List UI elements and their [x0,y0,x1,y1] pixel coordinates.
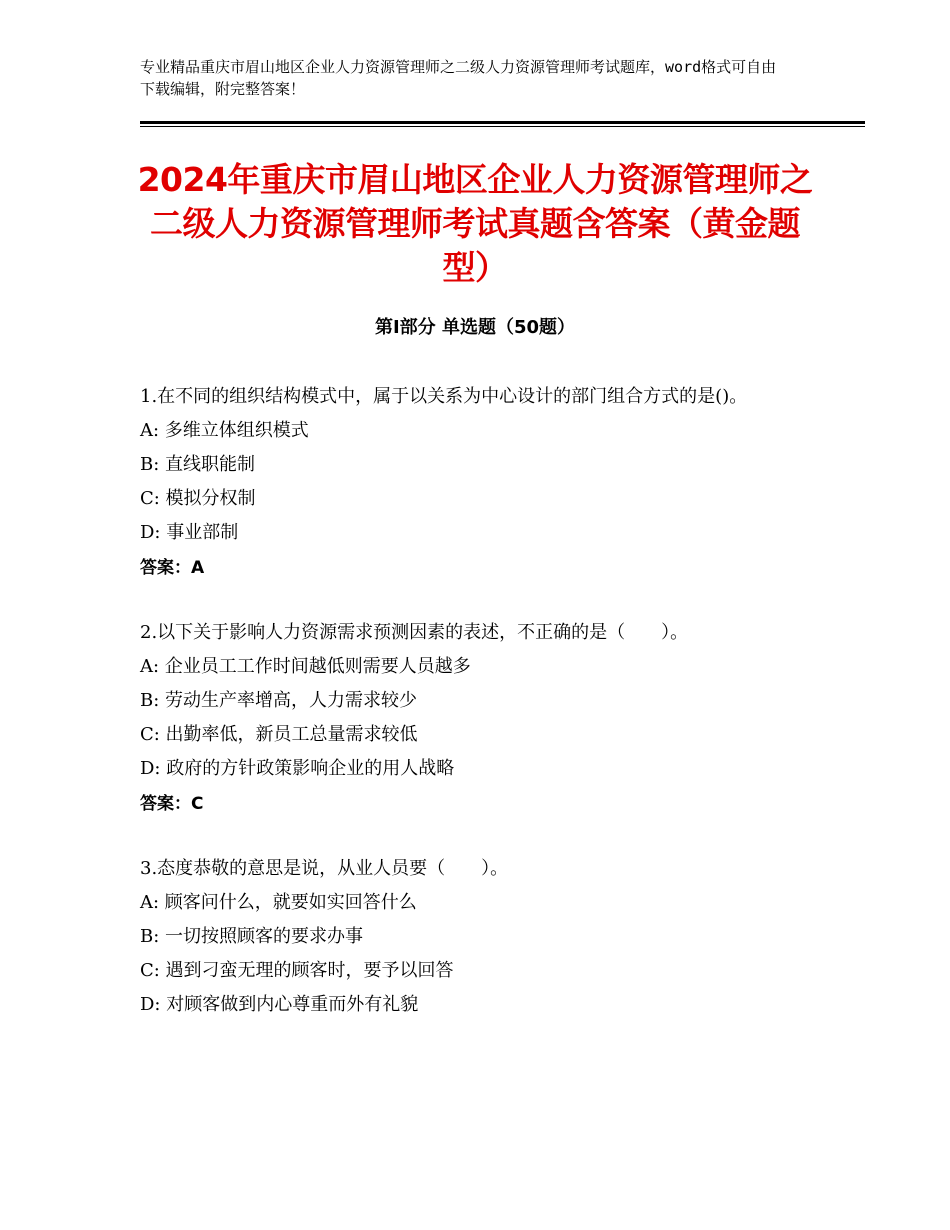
question-3 [140,852,820,1022]
option-a: A: 顾客问什么，就要如实回答什么 [140,892,417,913]
question-list [140,380,820,1052]
option-d: D: 对顾客做到内心尊重而外有礼貌 [140,994,419,1015]
document-title: 2024年重庆市眉山地区企业人力资源管理师之二级人力资源管理师考试真题含答案（黄金题型） [137,160,813,287]
option-a: A: 多维立体组织模式 [140,420,309,441]
option-b: B: 直线职能制 [140,454,256,475]
option-b: B: 一切按照顾客的要求办事 [140,926,364,947]
option-c: C: 遇到刁蛮无理的顾客时，要予以回答 [140,960,454,981]
question-1 [140,380,820,586]
option-c: C: 模拟分权制 [140,488,256,509]
header-note: 专业精品重庆市眉山地区企业人力资源管理师之二级人力资源管理师考试题库，word格式可自由下载编辑，附完整答案！ [140,58,777,98]
section-heading: 第Ⅰ部分 单选题（50题） [374,317,575,338]
question-stem: 3.态度恭敬的意思是说，从业人员要（ ）。 [140,858,509,879]
option-c: C: 出勤率低，新员工总量需求较低 [140,724,418,745]
option-d: D: 事业部制 [140,522,239,543]
answer-label: 答案：C [140,794,204,814]
option-d: D: 政府的方针政策影响企业的用人战略 [140,758,455,779]
option-b: B: 劳动生产率增高，人力需求较少 [140,690,418,711]
option-a: A: 企业员工工作时间越低则需要人员越多 [140,656,471,677]
header-divider-thin [140,126,865,127]
question-stem: 1.在不同的组织结构模式中，属于以关系为中心设计的部门组合方式的是()。 [140,386,748,407]
answer-label: 答案：A [140,558,205,578]
question-stem: 2.以下关于影响人力资源需求预测因素的表述，不正确的是（ ）。 [140,622,689,643]
header-divider-thick [140,121,865,124]
question-2 [140,616,820,822]
